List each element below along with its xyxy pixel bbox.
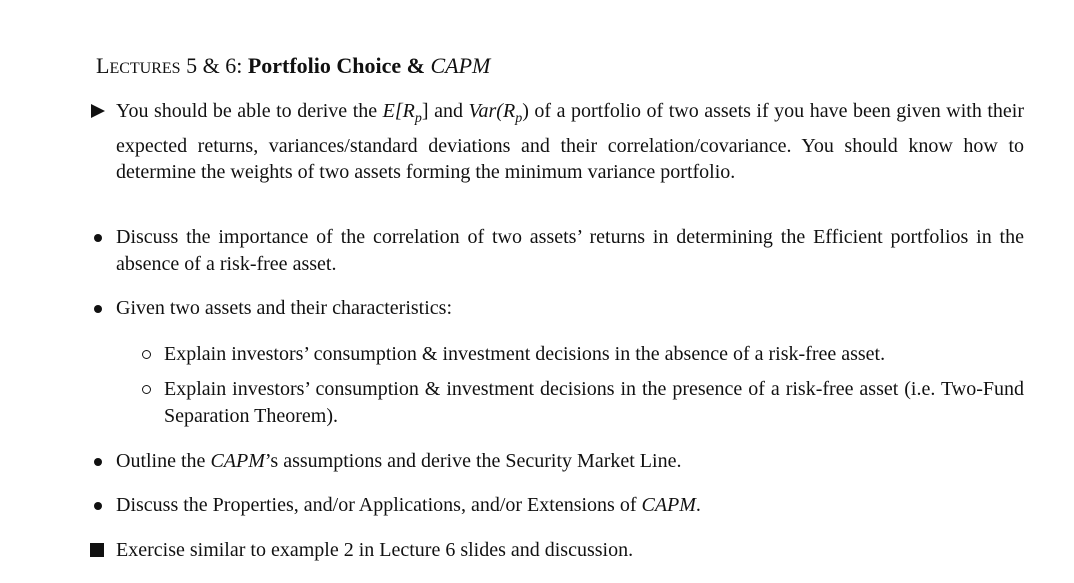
title-smallcaps: ECTURES: [109, 60, 181, 77]
math-paren: ): [522, 100, 529, 122]
item-text: of a portfolio of two assets if you have been given with their expected returns, variances/standard deviations and their correlation/covariance. You should know how to determine the weights of two assets forming the minimum variance portfolio.: [116, 100, 1024, 183]
hollow-circle-bullet-icon: [142, 385, 151, 394]
math-subscript: p: [414, 111, 422, 126]
item-text: ’s assumptions and derive the Security Market Line.: [264, 450, 682, 472]
math-bracket: ]: [421, 100, 429, 122]
item-text: and: [428, 100, 469, 122]
sub-list-item: Explain investors’ consumption & investment decisions in the absence of a risk-free asset.: [164, 343, 886, 365]
math-capm: CAPM: [641, 494, 696, 516]
bullet-dot-icon: [94, 234, 102, 242]
list-item: [116, 448, 1024, 475]
sub-list-item: Explain investors’ consumption & investment decisions in the presence of a risk-free asset (i.e. Two-Fund Separation Theorem).: [164, 378, 1024, 427]
math-expected-return: E[R: [382, 100, 415, 122]
math-subscript: p: [515, 111, 523, 126]
list-item: [116, 98, 1024, 186]
item-text: You should be able to derive the: [116, 100, 383, 122]
page-title: [96, 52, 490, 83]
list-item: Given two assets and their characteristics:: [116, 297, 452, 319]
math-capm: CAPM: [210, 450, 265, 472]
hollow-circle-bullet-icon: [142, 350, 151, 359]
square-bullet-icon: [90, 543, 104, 557]
title-capm: CAPM: [430, 53, 491, 78]
list-item: Exercise similar to example 2 in Lecture 6 slides and discussion.: [116, 539, 634, 561]
triangle-bullet-icon: [91, 104, 105, 118]
math-variance: Var(R: [468, 100, 516, 122]
title-lecture-numbers: 5 & 6:: [180, 53, 248, 78]
list-item: [116, 492, 1024, 519]
bullet-dot-icon: [94, 458, 102, 466]
item-text: Discuss the Properties, and/or Applications, and/or Extensions of: [116, 494, 642, 516]
item-text: .: [695, 494, 701, 516]
item-text: Outline the: [116, 450, 211, 472]
bullet-dot-icon: [94, 502, 102, 510]
title-initial: L: [96, 53, 110, 78]
list-item: Discuss the importance of the correlation of two assets’ returns in determining the Efficient portfolios in the absence of a risk-free asset.: [116, 226, 1024, 275]
title-topic: Portfolio Choice &: [247, 53, 425, 78]
bullet-dot-icon: [94, 305, 102, 313]
